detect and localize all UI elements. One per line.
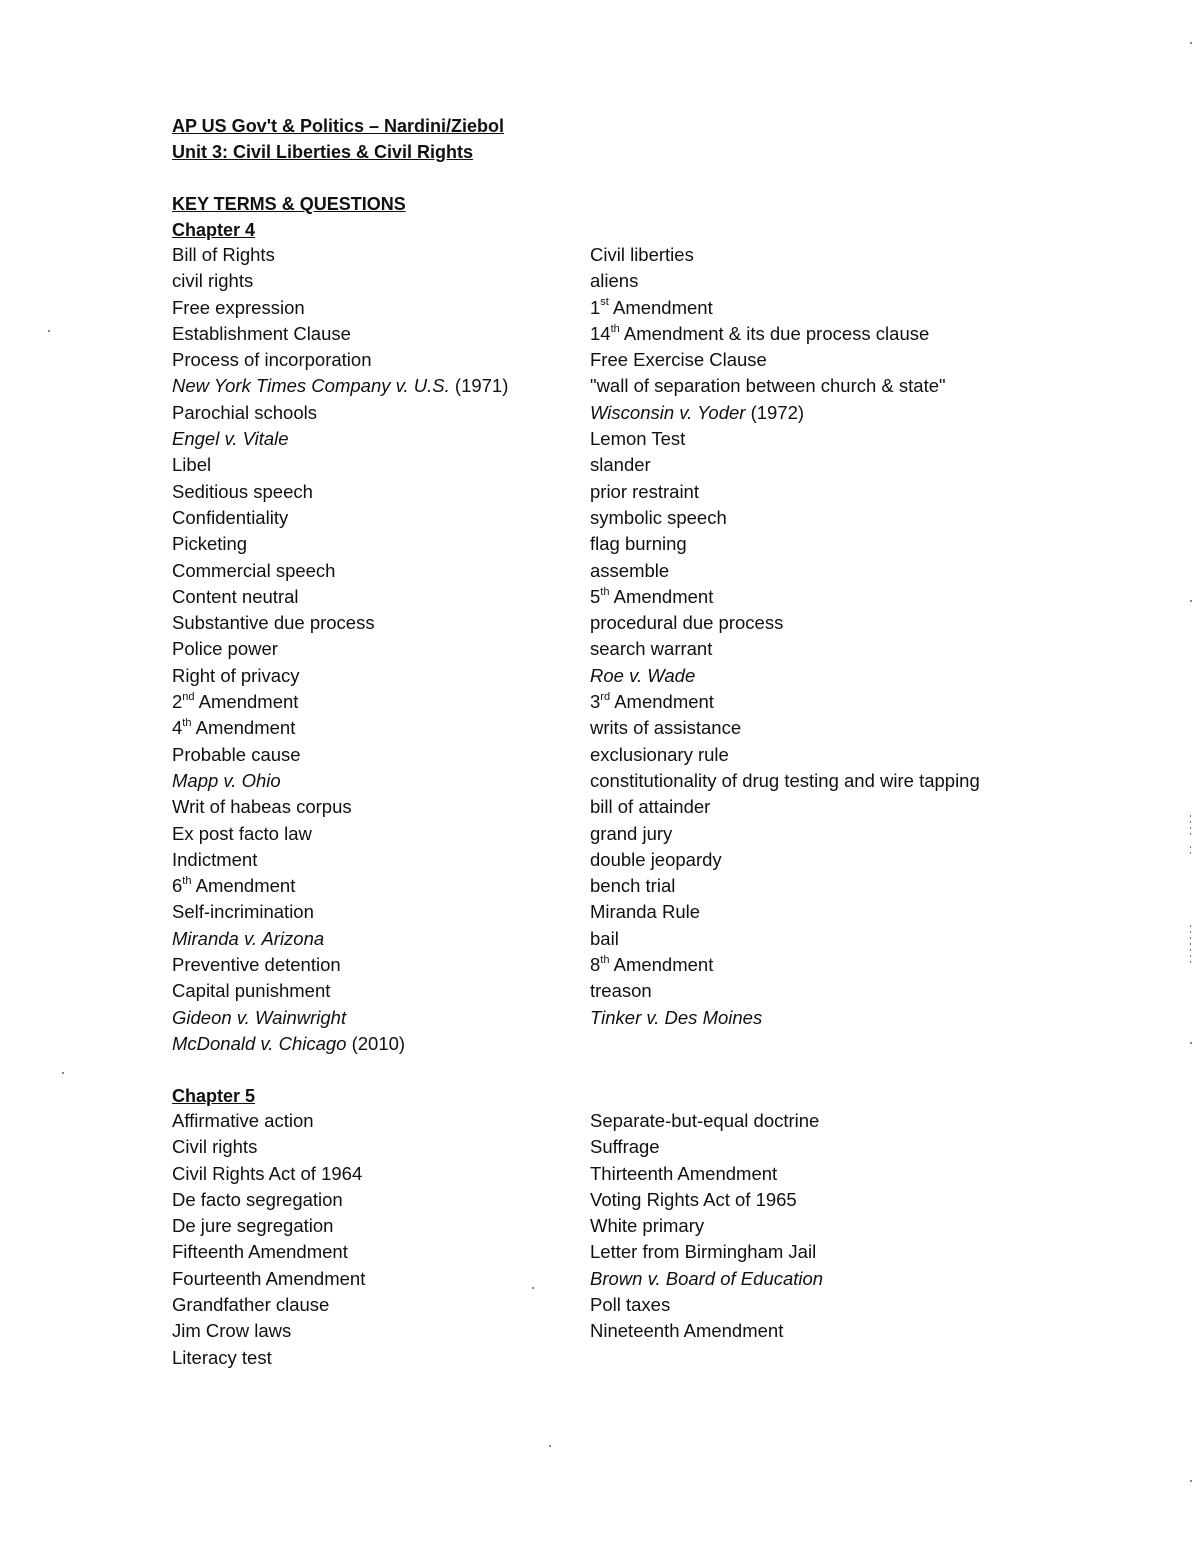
scan-speck (532, 1287, 534, 1289)
term-item: Commercial speech (172, 559, 336, 581)
term-item: Free Exercise Clause (590, 349, 767, 371)
course-title: AP US Gov't & Politics – Nardini/Ziebol (172, 116, 505, 136)
section-title: KEY TERMS & QUESTIONS (172, 194, 406, 214)
term-item: Poll taxes (590, 1294, 671, 1316)
term-item: Writ of habeas corpus (172, 796, 352, 818)
term-item: Roe v. Wade (590, 664, 696, 686)
term-item: 3rd Amendment (590, 690, 714, 713)
term-item: Literacy test (172, 1346, 272, 1368)
term-item: Parochial schools (172, 401, 317, 423)
term-item: 2nd Amendment (172, 690, 299, 713)
term-item: White primary (590, 1215, 705, 1237)
term-item: 8th Amendment (590, 953, 714, 976)
term-item: Grandfather clause (172, 1294, 330, 1316)
chapter-4-heading: Chapter 4 (172, 220, 256, 240)
term-item: Fifteenth Amendment (172, 1241, 348, 1263)
term-item: 4th Amendment (172, 717, 296, 739)
term-item: Gideon v. Wainwright (172, 1006, 347, 1028)
term-item: aliens (590, 270, 639, 292)
term-item: Separate-but-equal doctrine (590, 1110, 820, 1131)
term-item: treason (590, 980, 652, 1002)
term-item: Jim Crow laws (172, 1320, 292, 1342)
term-item: New York Times Company v. U.S. (1971) (172, 375, 509, 397)
term-item: Indictment (172, 848, 258, 870)
term-item: Wisconsin v. Yoder (1972) (590, 401, 805, 423)
scan-dots (1190, 925, 1191, 965)
term-item: De jure segregation (172, 1215, 334, 1237)
chapter-4-left-terms (172, 242, 508, 1057)
scan-speck (1190, 1480, 1192, 1482)
term-item: Process of incorporation (172, 349, 372, 371)
term-item: Miranda Rule (590, 901, 701, 923)
term-item: Free expression (172, 296, 305, 318)
term-item: Letter from Birmingham Jail (590, 1241, 817, 1263)
term-item: flag burning (590, 533, 687, 555)
term-item: "wall of separation between church & state" (590, 375, 946, 397)
term-item: Content neutral (172, 585, 299, 607)
term-item: Fourteenth Amendment (172, 1267, 366, 1289)
term-item: McDonald v. Chicago (2010) (172, 1032, 406, 1054)
term-item: search warrant (590, 638, 713, 660)
term-item: Tinker v. Des Moines (590, 1006, 763, 1028)
term-item: Establishment Clause (172, 322, 351, 344)
term-item: writs of assistance (590, 717, 742, 739)
term-item: Civil rights (172, 1136, 258, 1158)
chapter-5-heading: Chapter 5 (172, 1086, 256, 1106)
term-item: civil rights (172, 270, 254, 292)
term-item: slander (590, 454, 651, 476)
term-item: Nineteenth Amendment (590, 1320, 784, 1342)
scan-speck (62, 1072, 64, 1074)
unit-title: Unit 3: Civil Liberties & Civil Rights (172, 142, 474, 162)
term-item: 6th Amendment (172, 874, 296, 897)
term-item: Right of privacy (172, 664, 300, 686)
scan-speck (1190, 600, 1192, 602)
term-item: exclusionary rule (590, 743, 729, 765)
term-item: grand jury (590, 822, 673, 844)
scan-speck (1190, 1042, 1192, 1044)
scan-speck (1190, 42, 1192, 44)
term-item: Self-incrimination (172, 901, 314, 923)
term-item: Libel (172, 454, 212, 476)
term-item: Suffrage (590, 1136, 660, 1158)
term-item: bail (590, 927, 619, 949)
term-item: Seditious speech (172, 480, 313, 502)
term-item: prior restraint (590, 480, 699, 502)
term-item: Civil Rights Act of 1964 (172, 1162, 363, 1184)
scan-dots (1190, 815, 1191, 837)
term-item: Picketing (172, 533, 248, 555)
term-item: assemble (590, 559, 670, 581)
term-item: 1st Amendment (590, 296, 713, 318)
term-item: Engel v. Vitale (172, 428, 289, 450)
term-item: Voting Rights Act of 1965 (590, 1188, 797, 1210)
term-item: bill of attainder (590, 796, 711, 818)
scan-dots (1190, 846, 1191, 858)
term-item: 14th Amendment & its due process clause (590, 322, 930, 344)
scan-speck (48, 330, 50, 332)
chapter-4-right-terms (590, 242, 980, 1031)
term-item: procedural due process (590, 612, 784, 634)
term-item: Lemon Test (590, 428, 686, 450)
term-item: Substantive due process (172, 612, 375, 634)
term-item: double jeopardy (590, 848, 722, 870)
chapter-5-right-terms (590, 1108, 823, 1345)
term-item: constitutionality of drug testing and wire tapping (590, 769, 980, 791)
term-item: symbolic speech (590, 506, 727, 528)
scan-speck (549, 1445, 551, 1447)
term-item: Thirteenth Amendment (590, 1162, 778, 1184)
term-item: Police power (172, 638, 278, 660)
term-item: Brown v. Board of Education (590, 1267, 824, 1289)
term-item: Bill of Rights (172, 244, 275, 265)
term-item: Probable cause (172, 743, 301, 765)
term-item: 5th Amendment (590, 585, 714, 607)
term-item: bench trial (590, 875, 676, 897)
term-item: Mapp v. Ohio (172, 769, 281, 791)
term-item: Preventive detention (172, 954, 341, 976)
term-item: Civil liberties (590, 244, 694, 265)
term-item: Affirmative action (172, 1110, 314, 1131)
term-item: Confidentiality (172, 506, 289, 528)
chapter-5-left-terms (172, 1108, 365, 1371)
term-item: Miranda v. Arizona (172, 927, 325, 949)
term-item: Ex post facto law (172, 822, 312, 844)
term-item: De facto segregation (172, 1188, 343, 1210)
term-item: Capital punishment (172, 980, 331, 1002)
